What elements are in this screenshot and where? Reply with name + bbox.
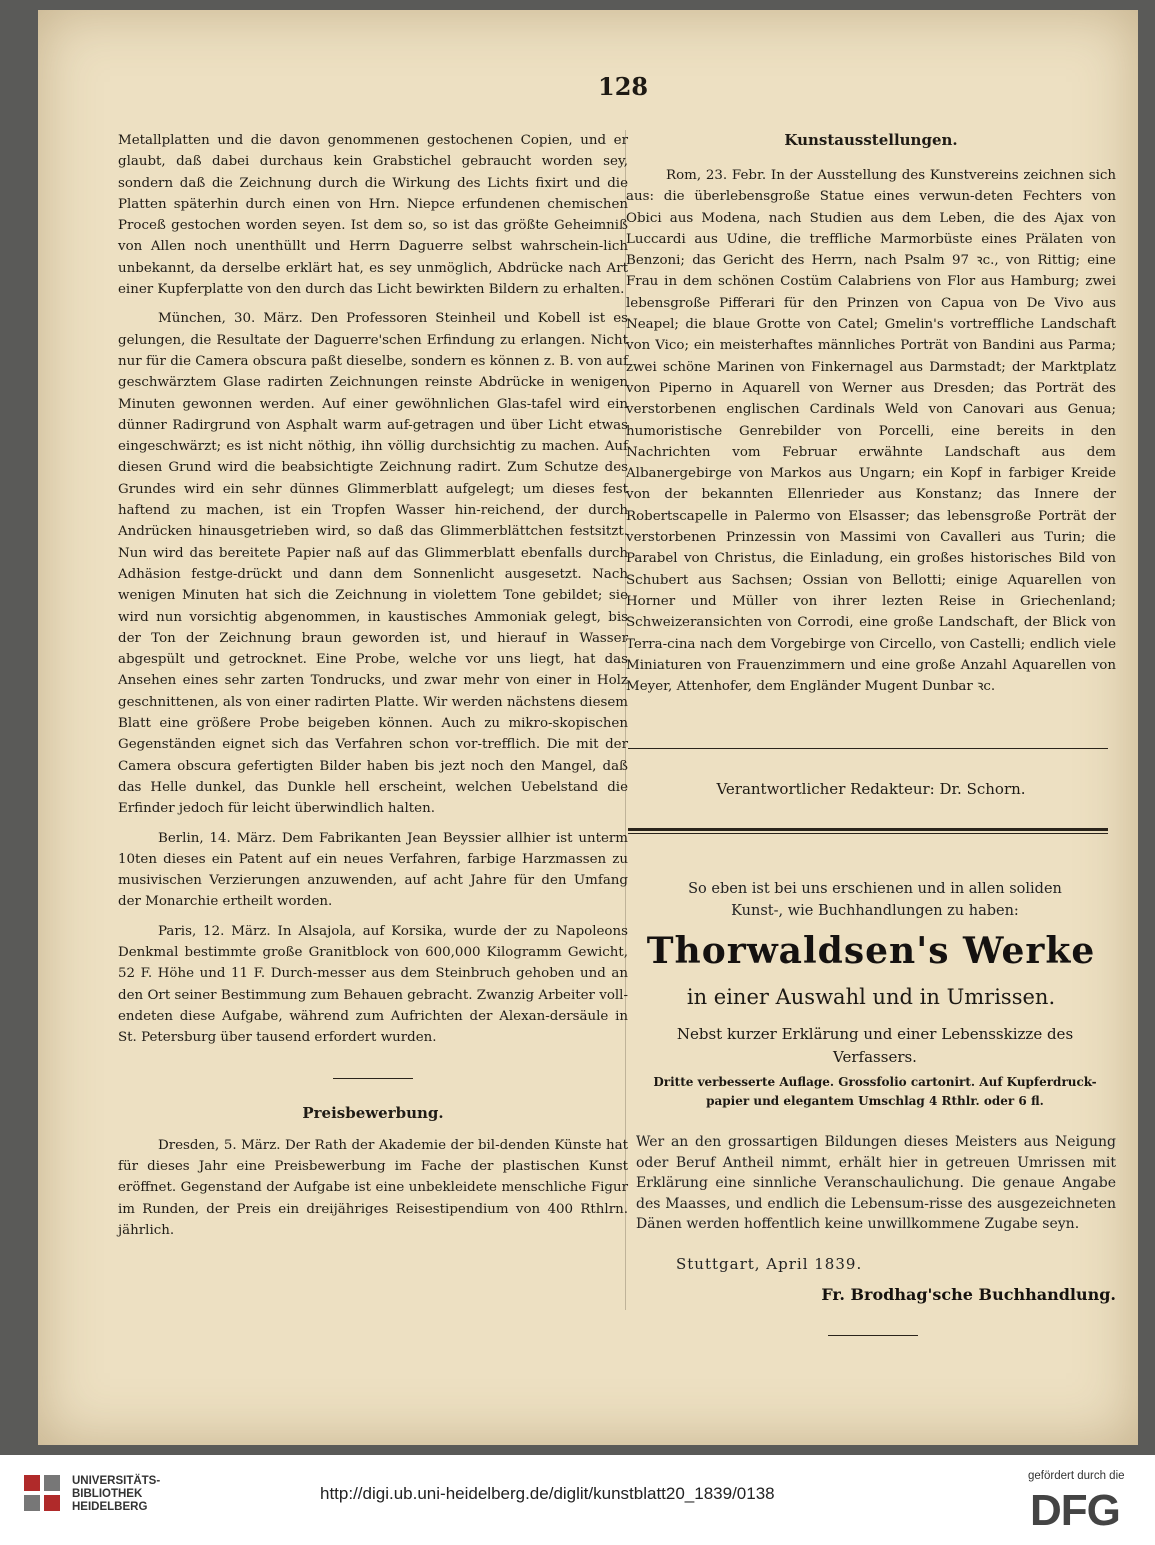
sponsor-label: gefördert durch die bbox=[1028, 1470, 1125, 1482]
advertisement-body: Wer an den grossartigen Bildungen dieses Meisters aus Neigung oder Beruf Antheil nimmt, erhält hier in getreuen Umrissen mit Erklärung eine sinnliche Veranschaulichung. Die genaue Angabe des Maasses, und endlich die Lebensum-risse des ausgezeichneten Dänen werden hoffentlich keine unwillkommene Zugabe seyn. bbox=[636, 1134, 1116, 1232]
library-name: UNIVERSITÄTS- BIBLIOTHEK HEIDELBERG bbox=[72, 1475, 161, 1513]
advertisement-subtitle: in einer Auswahl und in Umrissen. bbox=[686, 985, 1056, 1009]
advertisement-publisher: Fr. Brodhag'sche Buchhandlung. bbox=[821, 1285, 1116, 1304]
page-number: 128 bbox=[598, 72, 649, 101]
left-column bbox=[118, 130, 628, 1241]
permalink-url[interactable]: http://digi.ub.uni-heidelberg.de/diglit/kunstblatt20_1839/0138 bbox=[320, 1484, 775, 1503]
prize-paragraph: Dresden, 5. März. Der Rath der Akademie der bil-denden Künste hat für dieses Jahr eine Preisbewerbung im Fache der plastischen Kunst eröffnet. Gegenstand der Aufgabe ist eine unbekleidete menschliche Figur im Runden, der Preis ein dreijähriges Reisestipendium von 400 Rthlrn. jährlich. bbox=[118, 1137, 628, 1238]
exhibition-paragraph: Rom, 23. Febr. In der Ausstellung des Kunstvereins zeichnen sich aus: die überlebensgroße Statue eines verwun-deten Fechters von Obici aus Modena, nach Studien aus dem Leben, die des Ajax von Luccardi aus Udine, die treffliche Marmorbüste eines Prälaten von Benzoni; das Gericht des Herrn, nach Psalm 97 ꝛc., von Rittig; eine Frau in dem schönen Costüm Calabriens von Flor aus Hamburg; zwei lebensgroße Pifferari für den Prinzen von Capua von De Vivo aus Neapel; die blaue Grotte von Catel; Gmelin's vortreffliche Landschaft von Vico; ein meisterhaftes männliches Porträt von Bandini aus Parma; zwei schöne Marinen von Finkernagel aus Darmstadt; der Marktplatz von Piperno in Aquarell von Werner aus Dresden; das Porträt des verstorbenen englischen Cardinals Weld von Canovari aus Genua; humoristische Genrebilder von Porcelli, eine bereits in den Nachrichten vom Februar erwähnte Landschaft aus dem Albanergebirge von Markos aus Ungarn; ein Kopf in farbiger Kreide von der bekannten Ellenrieder aus Konstanz; das Innere der Robertscapelle in Palermo von Elsasser; das lebensgroße Porträt der verstorbenen Prinzessin von Massimi von Cavalleri aus Turin; die Parabel von Christus, die Einladung, ein großes historisches Bild von Schubert aus Sachsen; Ossian von Bellotti; einige Aquarellen von Horner und Müller von ihrer lezten Reise in Griechenland; Schweizeransichten von Corrodi, eine große Landschaft, der Blick von Terra-cina nach dem Vorgebirge von Circello, von Castelli; endlich viele Miniaturen von Frauenzimmern und eine große Anzahl Aquarellen von Meyer, Attenhofer, dem Engländer Mugent Dunbar ꝛc. bbox=[626, 168, 1116, 695]
library-logo-icon bbox=[22, 1473, 62, 1513]
right-column bbox=[626, 165, 1116, 697]
section-heading-exhibitions: Kunstausstellungen. bbox=[784, 131, 958, 149]
section-heading-prize: Preisbewerbung. bbox=[302, 1104, 444, 1123]
dfg-logo: DFG bbox=[1030, 1486, 1120, 1535]
advertisement-supplement: Nebst kurzer Erklärung und einer Lebensskizze des Verfassers. bbox=[676, 1025, 1074, 1066]
article-paragraph: München, 30. März. Den Professoren Steinheil und Kobell ist es gelungen, die Resultate der Daguerre'schen Erfindung zu erlangen. Nicht nur für die Camera obscura paßt dieselbe, sondern es können z. B. von auf geschwärztem Glase radirten Zeichnungen reinste Abdrücke in wenigen Minuten gewonnen werden. Auf einer gewöhnlichen Glas-tafel wird ein dünner Radirgrund von Asphalt warm auf-getragen und über Licht etwas eingeschwärzt; es ist nicht nöthig, ihn völlig durchsichtig zu machen. Auf diesen Grund wird die beabsichtigte Zeichnung radirt. Zum Schutze des Grundes wird ein sehr dünnes Glimmerblatt aufgelegt; um dieses fest haftend zu machen, ist ein Tropfen Wasser hin-reichend, der durch Andrücken hinausgetrieben wird, so daß das Glimmerblättchen festsitzt. Nun wird das bereitete Papier naß auf das Glimmerblatt ebenfalls durch Adhäsion festge-drückt und dann dem Sonnenlicht ausgesetzt. Nach wenigen Minuten hat sich die Zeichnung in violettem Tone gebildet; sie wird nun vorsichtig abgenommen, in kaustisches Ammoniak gelegt, bis der Ton der Zeichnung braun geworden ist, und hierauf in Wasser abgespült und getrocknet. Eine Probe, welche vor uns liegt, hat das Ansehen eines sehr zarten Tondrucks, und zwar mehr von einer in Holz geschnittenen, als von einer radirten Platte. Wir werden nächstens diesem Blatt eine größere Probe beigeben können. Auch zu mikro-skopischen Gegenständen eignet sich das Verfahren schon vor-trefflich. Die mit der Camera obscura gefertigten Bilder haben bis jezt noch den Mangel, daß das Helle dunkel, das Dunkle hell erscheint, welchen Uebelstand die Erfinder jedoch für leicht überwindlich halten. bbox=[118, 311, 628, 817]
advertisement-edition: Dritte verbesserte Auflage. Grossfolio cartonirt. Auf Kupferdruck- papier und elegantem Umschlag 4 Rthlr. oder 6 fl. bbox=[653, 1075, 1097, 1108]
section-divider bbox=[333, 1078, 413, 1079]
document-page bbox=[38, 10, 1138, 1445]
editor-rule-top bbox=[628, 748, 1108, 749]
advertisement-rule bbox=[628, 828, 1108, 831]
editor-line: Verantwortlicher Redakteur: Dr. Schorn. bbox=[716, 780, 1026, 798]
advertisement-end-rule bbox=[828, 1335, 918, 1336]
advertisement-intro: So eben ist bei uns erschienen und in allen soliden Kunst-, wie Buchhandlungen zu haben: bbox=[688, 881, 1062, 919]
article-paragraph: Berlin, 14. März. Dem Fabrikanten Jean Beyssier allhier ist unterm 10ten dieses ein Patent auf ein neues Verfahren, farbige Harzmassen zu musivischen Verzierungen anzuwenden, auf acht Jahre für den Umfang der Monarchie ertheilt worden. bbox=[118, 830, 628, 910]
advertisement-rule-thin bbox=[628, 833, 1108, 834]
advertisement-title: Thorwaldsen's Werke bbox=[646, 930, 1096, 972]
article-paragraph: Paris, 12. März. In Alsajola, auf Korsika, wurde der zu Napoleons Denkmal bestimmte große Granitblock von 600,000 Kilogramm Gewicht, 52 F. Höhe und 11 F. Durch-messer aus dem Steinbruch gehoben und an den Ort seiner Bestimmung zum Behauen gebracht. Zwanzig Arbeiter voll-endeten diese Aufgabe, während zum Aufrichten der Alexan-dersäule in St. Petersburg über tausend erfordert wurden. bbox=[118, 923, 628, 1046]
advertisement-place-date: Stuttgart, April 1839. bbox=[676, 1255, 863, 1273]
article-paragraph: Metallplatten und die davon genommenen gestochenen Copien, und er glaubt, daß dabei durchaus kein Grabstichel gebraucht worden sey, sondern daß die Zeichnung durch die Wirkung des Lichts fixirt und die Platten späterhin durch einen von Hrn. Niepce erfundenen chemischen Proceß gestochen worden seyen. Ist dem so, so ist das größte Geheimniß von Allen noch unenthüllt und Herrn Daguerre selbst wahrschein-lich unbekannt, da derselbe erklärt hat, es sey unmöglich, Abdrücke nach Art einer Kupferplatte von den durch das Licht bewirkten Bildern zu erhalten. bbox=[118, 133, 628, 298]
